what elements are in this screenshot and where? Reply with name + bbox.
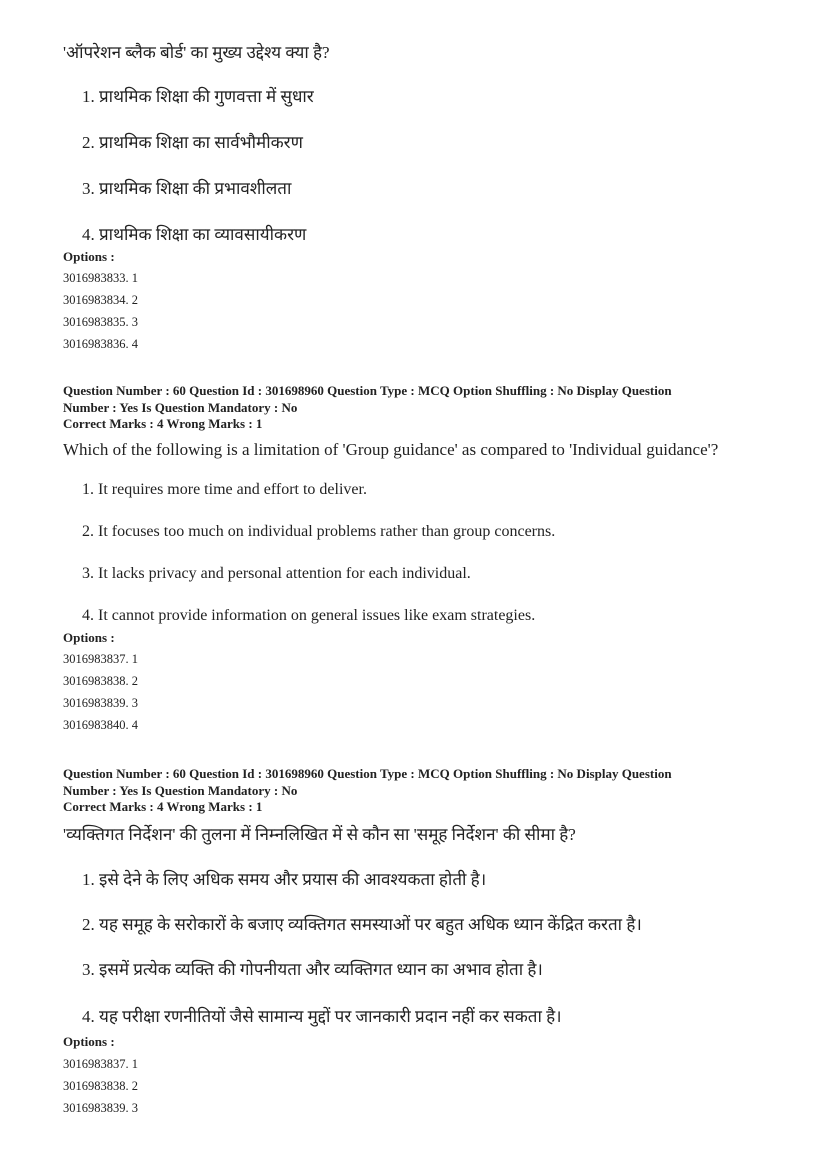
answer-choice: 1. It requires more time and effort to deliver. [82, 481, 367, 498]
question-text: 'व्यक्तिगत निर्देशन' की तुलना में निम्नलिखित में से कौन सा 'समूह निर्देशन' की सीमा है? [63, 825, 576, 844]
answer-choice: 4. यह परीक्षा रणनीतियों जैसे सामान्य मुद्दों पर जानकारी प्रदान नहीं कर सकता है। [82, 1007, 562, 1026]
question-meta-line: Number : Yes Is Question Mandatory : No [63, 782, 298, 798]
marks-line: Correct Marks : 4 Wrong Marks : 1 [63, 416, 263, 431]
option-id: 3016983840. 4 [63, 718, 138, 732]
option-id: 3016983836. 4 [63, 337, 138, 351]
option-id-list [63, 267, 138, 355]
option-id-list [63, 1053, 138, 1119]
answer-choice: 3. It lacks privacy and personal attention for each individual. [82, 565, 471, 582]
option-id: 3016983838. 2 [63, 1079, 138, 1093]
question-text: 'ऑपरेशन ब्लैक बोर्ड' का मुख्य उद्देश्य क्या है? [63, 43, 330, 62]
question-meta-line: Question Number : 60 Question Id : 301698960 Question Type : MCQ Option Shuffling : No Display Question [63, 383, 672, 398]
question-block-1 [63, 42, 803, 351]
answer-choice: 2. It focuses too much on individual problems rather than group concerns. [82, 523, 556, 540]
question-meta-line: Number : Yes Is Question Mandatory : No [63, 399, 298, 415]
marks-line: Correct Marks : 4 Wrong Marks : 1 [63, 799, 263, 814]
question-text: Which of the following is a limitation of 'Group guidance' as compared to 'Individual guidance'? [63, 440, 719, 459]
answer-choice: 4. प्राथमिक शिक्षा का व्यावसायीकरण [82, 225, 307, 244]
question-block-3 [63, 766, 803, 1115]
answer-choice: 3. इसमें प्रत्येक व्यक्ति की गोपनीयता और व्यक्तिगत ध्यान का अभाव होता है। [82, 960, 543, 979]
options-label: Options : [63, 630, 115, 645]
answer-choice: 2. यह समूह के सरोकारों के बजाए व्यक्तिगत समस्याओं पर बहुत अधिक ध्यान केंद्रित करता है। [82, 915, 642, 934]
answer-choice: 4. It cannot provide information on general issues like exam strategies. [82, 607, 536, 624]
options-label: Options : [63, 1034, 115, 1049]
option-id: 3016983833. 1 [63, 271, 138, 285]
option-id: 3016983837. 1 [63, 1057, 138, 1071]
option-id: 3016983835. 3 [63, 315, 138, 329]
options-label: Options : [63, 249, 115, 264]
question-meta-line: Question Number : 60 Question Id : 301698960 Question Type : MCQ Option Shuffling : No Display Question [63, 766, 672, 781]
option-id-list [63, 648, 138, 736]
option-id: 3016983839. 3 [63, 696, 138, 710]
option-id: 3016983837. 1 [63, 652, 138, 666]
option-id: 3016983838. 2 [63, 674, 138, 688]
option-id: 3016983834. 2 [63, 293, 138, 307]
answer-choice: 1. इसे देने के लिए अधिक समय और प्रयास की आवश्यकता होती है। [82, 870, 487, 889]
question-meta [63, 766, 803, 816]
answer-choice: 2. प्राथमिक शिक्षा का सार्वभौमीकरण [82, 133, 303, 152]
option-id: 3016983839. 3 [63, 1101, 138, 1115]
answer-choice: 3. प्राथमिक शिक्षा की प्रभावशीलता [82, 179, 292, 198]
question-block-2 [63, 383, 803, 732]
question-meta [63, 383, 803, 433]
answer-choice: 1. प्राथमिक शिक्षा की गुणवत्ता में सुधार [82, 87, 314, 106]
